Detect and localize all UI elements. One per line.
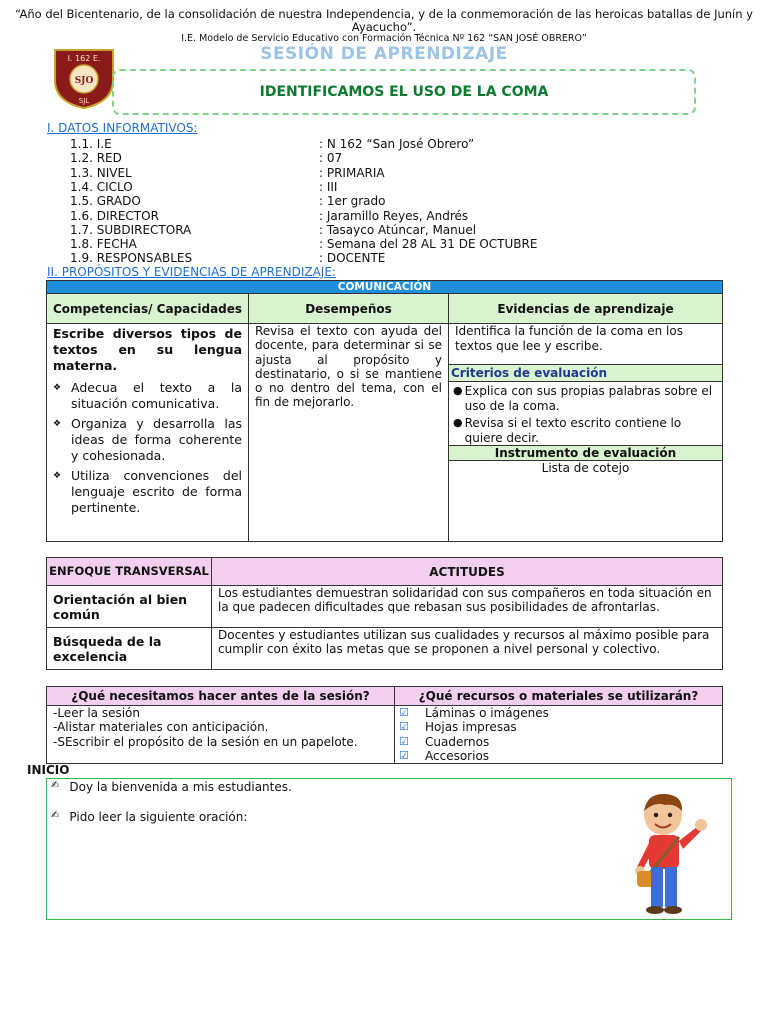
- criterio-text: Explica con sus propias palabras sobre el uso de la coma.: [464, 384, 713, 413]
- dato-label: 1.3. NIVEL: [70, 165, 132, 180]
- dato-label: 1.6. DIRECTOR: [70, 208, 159, 223]
- desempeno-cell: [249, 324, 449, 542]
- antes-item: -Leer la sesión: [53, 706, 140, 720]
- criterios-list: [449, 382, 722, 446]
- session-title: SESIÓN DE APRENDIZAJE: [260, 44, 508, 64]
- lesson-title: IDENTIFICAMOS EL USO DE LA COMA: [259, 84, 549, 100]
- recurso-text: Láminas o imágenes: [425, 706, 549, 720]
- checkbox-icon: ☑: [399, 720, 409, 734]
- checkbox-icon: ☑: [399, 734, 409, 748]
- col-competencias-header: Competencias/ Capacidades: [47, 294, 249, 324]
- dato-label: 1.1. I.E: [70, 137, 112, 151]
- section-propositos-heading: II. PROPÓSITOS Y EVIDENCIAS DE APRENDIZAJE:: [47, 265, 336, 279]
- enfoque-row-1: Orientación al bien común: [47, 586, 212, 628]
- dato-value: : Tasayco Atúncar, Manuel: [319, 222, 477, 237]
- dato-value: : 1er grado: [319, 194, 386, 209]
- capacidad-text: Utiliza convenciones del lenguaje escrito de forma pertinente.: [71, 468, 242, 515]
- competencias-cell: [47, 324, 249, 542]
- inicio-text-2: Pido leer la siguiente oración:: [69, 810, 248, 824]
- inicio-label: INICIO: [27, 763, 70, 777]
- dato-label: 1.2. RED: [70, 151, 122, 166]
- enfoques-table: [46, 557, 723, 670]
- col-evidencias-header: Evidencias de aprendizaje: [449, 294, 723, 324]
- lesson-title-box: [112, 69, 696, 115]
- evidencia-text: Identifica la función de la coma en los textos que lee y escribe.: [449, 324, 722, 365]
- dato-label: 1.8. FECHA: [70, 237, 137, 252]
- antes-item: -Alistar materiales con anticipación.: [53, 720, 269, 735]
- recurso-item: [399, 735, 718, 749]
- dato-label: 1.5. GRADO: [70, 194, 141, 209]
- dato-label: 1.7. SUBDIRECTORA: [70, 222, 192, 237]
- capacidad-item: [53, 416, 242, 464]
- area-header: COMUNICACIÓN: [47, 281, 723, 294]
- col-desempenos-header: Desempeños: [249, 294, 449, 324]
- criterio-text: Revisa si el texto escrito contiene lo quiere decir.: [464, 416, 682, 445]
- criterios-header: Criterios de evaluación: [449, 365, 722, 382]
- antes-item: -SEscribir el propósito de la sesión en un papelote.: [53, 734, 358, 749]
- col-recursos-header: ¿Qué recursos o materiales se utilizarán?: [395, 687, 723, 706]
- diamond-bullet-icon: ❖: [53, 419, 62, 429]
- dato-value: : PRIMARIA: [319, 165, 385, 180]
- recurso-item: [399, 720, 718, 734]
- desempeno-text: Revisa el texto con ayuda del docente, para determinar si se ajusta al propósito y destinatario, o si se mantiene o no dentro del tema, con el fin de mejorarlo.: [255, 324, 442, 410]
- logo-top-text: I. 162 E.: [67, 54, 101, 63]
- recurso-text: Cuadernos: [425, 734, 490, 749]
- student-cartoon-image: [635, 791, 725, 919]
- dato-value: : 07: [319, 151, 343, 166]
- bullet-icon: ●: [453, 416, 463, 429]
- checkbox-icon: ☑: [399, 748, 409, 762]
- school-logo: [51, 46, 117, 110]
- competencia-text: Escribe diversos tipos de textos en su lengua materna.: [53, 326, 242, 373]
- propositos-table: [46, 280, 723, 542]
- evidencias-cell: [449, 324, 723, 542]
- actitud-row-1: Los estudiantes demuestran solidaridad con sus compañeros en toda situación en la que padecen dificultades que rebasan sus posibilidades de afrontarlas.: [212, 586, 723, 628]
- instrumento-header: Instrumento de evaluación: [449, 446, 722, 461]
- dato-value: : III: [319, 179, 338, 194]
- logo-center-text: SJO: [74, 76, 94, 86]
- capacidad-item: [53, 468, 242, 516]
- preparacion-table: [46, 686, 723, 764]
- logo-bottom-text: SJL: [78, 97, 90, 105]
- capacidad-text: Organiza y desarrolla las ideas de forma coherente y cohesionada.: [71, 416, 242, 463]
- col-antes-header: ¿Qué necesitamos hacer antes de la sesión?: [47, 687, 395, 706]
- recursos-list: [395, 706, 723, 764]
- recurso-text: Accesorios: [425, 748, 490, 763]
- instrumento-text: Lista de cotejo: [541, 461, 630, 475]
- col-actitudes-header: ACTITUDES: [212, 558, 723, 586]
- diamond-bullet-icon: ❖: [53, 383, 62, 393]
- inicio-line-2: [51, 810, 247, 824]
- inicio-box: [46, 778, 732, 920]
- col-enfoque-header: ENFOQUE TRANSVERSAL: [47, 558, 212, 586]
- bullet-icon: ●: [453, 384, 463, 397]
- dato-value: : N 162 “San José Obrero”: [319, 137, 475, 151]
- pencil-icon: ✍: [51, 780, 60, 791]
- header-line-2: Ayacucho”.: [351, 20, 417, 34]
- capacidad-item: [53, 380, 242, 412]
- capacidades-list: [53, 380, 242, 516]
- dato-label: 1.9. RESPONSABLES: [70, 251, 193, 266]
- dato-value: : Semana del 28 AL 31 DE OCTUBRE: [319, 237, 538, 252]
- criterio-item: [453, 384, 718, 413]
- recurso-item: [399, 749, 718, 763]
- antes-list: [47, 706, 395, 764]
- recurso-item: [399, 706, 718, 720]
- pencil-icon: ✍: [51, 810, 60, 821]
- section-datos-heading: I. DATOS INFORMATIVOS:: [47, 121, 198, 135]
- diamond-bullet-icon: ❖: [53, 471, 62, 481]
- capacidad-text: Adecua el texto a la situación comunicativa.: [71, 380, 242, 411]
- actitud-row-2: Docentes y estudiantes utilizan sus cualidades y recursos al máximo posible para cumplir con éxito las metas que se proponen a nivel personal y colectivo.: [212, 628, 723, 670]
- recurso-text: Hojas impresas: [425, 720, 517, 735]
- inicio-line-1: [51, 780, 292, 794]
- enfoque-row-2: Búsqueda de la excelencia: [47, 628, 212, 670]
- dato-label: 1.4. CICLO: [70, 179, 133, 194]
- checkbox-icon: ☑: [399, 706, 409, 719]
- school-name: I.E. Modelo de Servicio Educativo con Formación Técnica Nº 162 “SAN JOSÉ OBRERO”: [181, 33, 587, 44]
- header-line-1: “Año del Bicentenario, de la consolidación de nuestra Independencia, y de la conmemoración de las heroicas batallas de Junín y: [15, 7, 753, 21]
- inicio-text-1: Doy la bienvenida a mis estudiantes.: [69, 780, 292, 794]
- criterio-item: [453, 416, 718, 445]
- dato-value: : DOCENTE: [319, 251, 386, 266]
- dato-value: : Jaramillo Reyes, Andrés: [319, 208, 469, 223]
